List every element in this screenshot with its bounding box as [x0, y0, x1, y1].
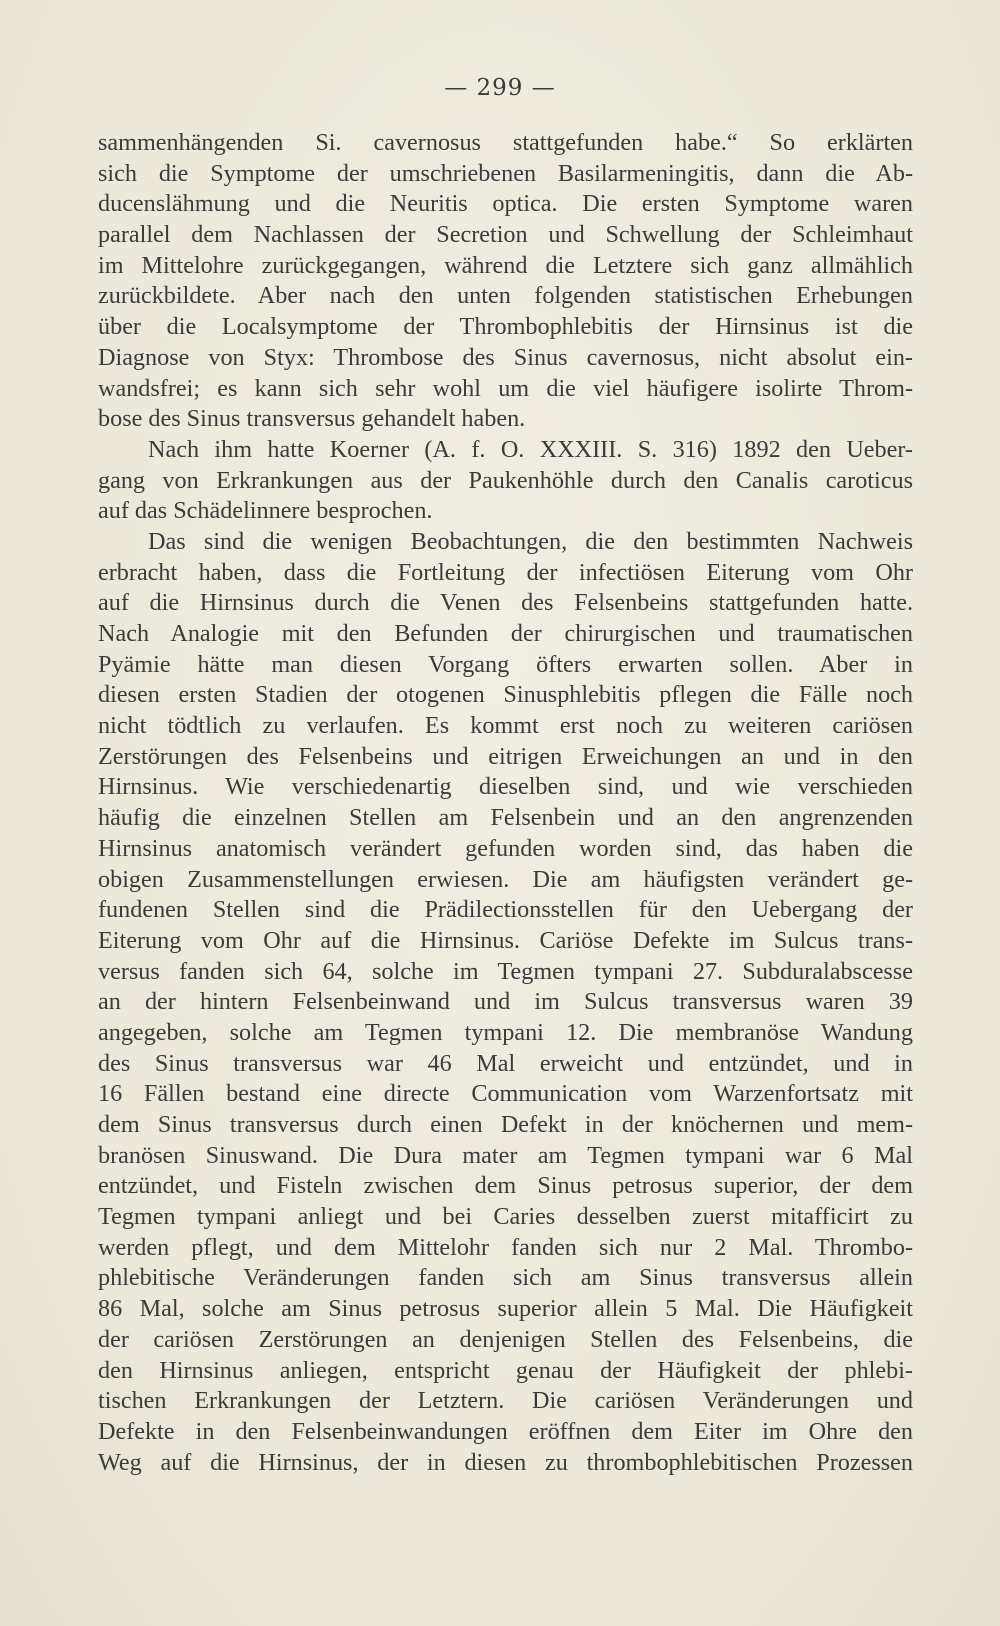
text-line: Das sind die wenigen Beobachtungen, die den bestimmten Nachweis	[148, 527, 913, 555]
text-line: ducenslähmung und die Neuritis optica. Die ersten Symptome waren	[98, 190, 913, 218]
text-line: Nach Analogie mit den Befunden der chirurgischen und traumatischen	[98, 620, 913, 647]
text-line: Diagnose von Styx: Thrombose des Sinus cavernosus, nicht absolut ein-	[98, 343, 913, 371]
text-line: auf die Hirnsinus durch die Venen des Felsenbeins stattgefunden hatte.	[98, 589, 913, 617]
text-line: werden pflegt, und dem Mittelohr fanden sich nur 2 Mal. Thrombo-	[98, 1233, 913, 1261]
page-number: — 299 —	[444, 75, 556, 101]
text-line: 16 Fällen bestand eine directe Communication vom Warzenfortsatz mit	[98, 1080, 913, 1108]
text-line: im Mittelohre zurückgegangen, während die Letztere sich ganz allmählich	[98, 251, 913, 279]
text-line: des Sinus transversus war 46 Mal erweicht und entzündet, und in	[98, 1049, 913, 1077]
text-line: diesen ersten Stadien der otogenen Sinusphlebitis pflegen die Fälle noch	[98, 681, 913, 709]
text-line: erbracht haben, dass die Fortleitung der infectiösen Eiterung vom Ohr	[98, 558, 913, 586]
text-line: der cariösen Zerstörungen an denjenigen Stellen des Felsenbeins, die	[98, 1325, 913, 1353]
text-line: Defekte in den Felsenbeinwandungen eröffnen dem Eiter im Ohre den	[98, 1417, 913, 1445]
text-line: branösen Sinuswand. Die Dura mater am Tegmen tympani war 6 Mal	[98, 1141, 913, 1169]
text-line: Nach ihm hatte Koerner (A. f. O. XXXIII. S. 316) 1892 den Ueber-	[148, 435, 913, 463]
text-line: bose des Sinus transversus gehandelt haben.	[98, 405, 526, 433]
text-line: tischen Erkrankungen der Letztern. Die cariösen Veränderungen und	[98, 1387, 913, 1415]
text-line: Hirnsinus. Wie verschiedenartig dieselben sind, und wie verschieden	[98, 773, 913, 801]
text-line: phlebitische Veränderungen fanden sich am Sinus transversus allein	[98, 1264, 913, 1292]
text-line: parallel dem Nachlassen der Secretion und Schwellung der Schleimhaut	[98, 221, 913, 249]
text-line: nicht tödtlich zu verlaufen. Es kommt erst noch zu weiteren cariösen	[98, 712, 913, 740]
text-line: fundenen Stellen sind die Prädilectionsstellen für den Uebergang der	[98, 896, 913, 924]
text-line: Weg auf die Hirnsinus, der in diesen zu thrombophlebitischen Prozessen	[98, 1448, 913, 1476]
text-line: an der hintern Felsenbeinwand und im Sulcus transversus waren 39	[98, 988, 913, 1016]
text-line: entzündet, und Fisteln zwischen dem Sinus petrosus superior, der dem	[98, 1172, 913, 1200]
text-line: Zerstörungen des Felsenbeins und eitrigen Erweichungen an und in den	[98, 742, 913, 770]
text-line: dem Sinus transversus durch einen Defekt in der knöchernen und mem-	[98, 1111, 913, 1138]
text-line: angegeben, solche am Tegmen tympani 12. Die membranöse Wandung	[98, 1018, 913, 1046]
text-line: wandsfrei; es kann sich sehr wohl um die viel häufigere isolirte Throm-	[98, 374, 913, 402]
text-line: Pyämie hätte man diesen Vorgang öfters erwarten sollen. Aber in	[98, 650, 913, 678]
text-line: obigen Zusammenstellungen erwiesen. Die am häufigsten verändert ge-	[98, 865, 913, 893]
text-line: Tegmen tympani anliegt und bei Caries desselben zuerst mitafficirt zu	[98, 1203, 913, 1231]
text-line: Eiterung vom Ohr auf die Hirnsinus. Cariöse Defekte im Sulcus trans-	[98, 926, 913, 954]
text-line: sammenhängenden Si. cavernosus stattgefunden habe.“ So erklärten	[98, 129, 913, 156]
text-line: sich die Symptome der umschriebenen Basilarmeningitis, dann die Ab-	[98, 159, 913, 187]
text-line: versus fanden sich 64, solche im Tegmen tympani 27. Subduralabscesse	[98, 957, 913, 985]
text-line: häufig die einzelnen Stellen am Felsenbein und an den angrenzenden	[98, 804, 913, 832]
text-line: über die Localsymptome der Thrombophlebitis der Hirnsinus ist die	[98, 313, 913, 341]
text-line: zurückbildete. Aber nach den unten folgenden statistischen Erhebungen	[98, 282, 913, 310]
text-line: gang von Erkrankungen aus der Paukenhöhle durch den Canalis caroticus	[98, 466, 913, 494]
text-line: Hirnsinus anatomisch verändert gefunden worden sind, das haben die	[98, 834, 913, 862]
text-line: den Hirnsinus anliegen, entspricht genau der Häufigkeit der phlebi-	[98, 1356, 913, 1384]
text-line: 86 Mal, solche am Sinus petrosus superior allein 5 Mal. Die Häufigkeit	[98, 1295, 913, 1323]
text-line: auf das Schädelinnere besprochen.	[98, 497, 433, 525]
body-text	[98, 128, 913, 1478]
